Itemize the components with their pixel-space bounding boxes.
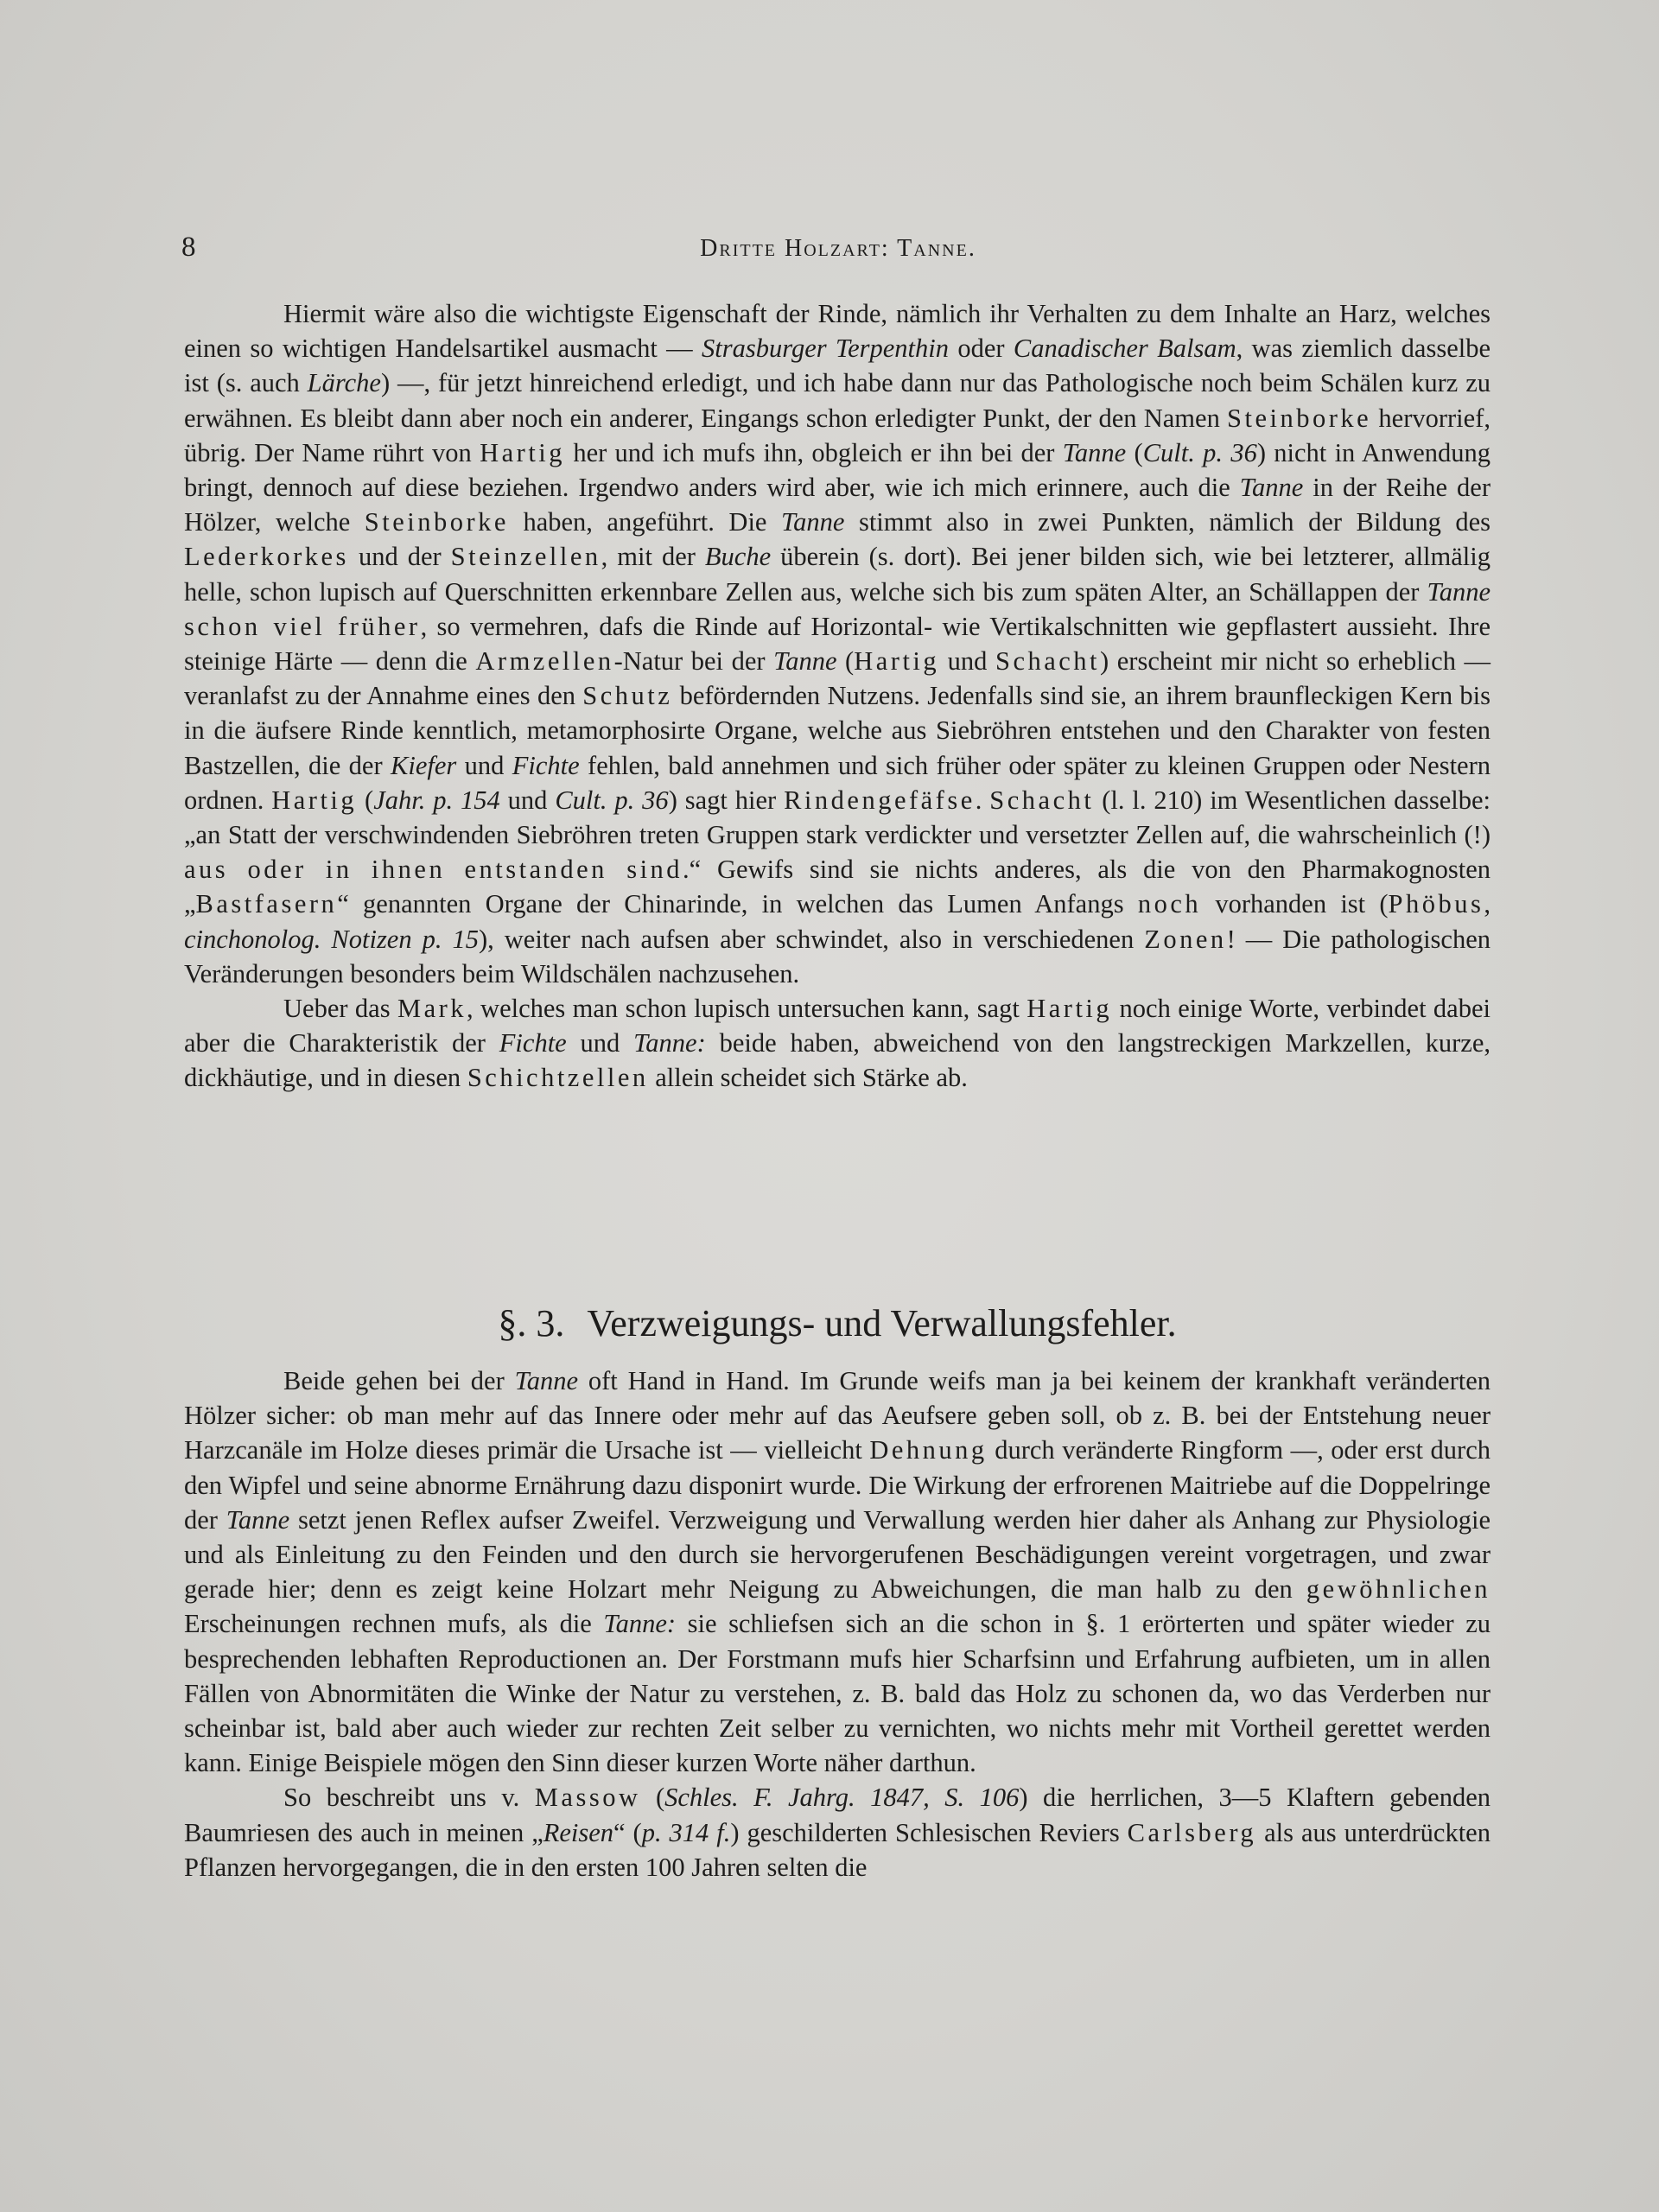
text-run: , so vermehren, dafs die Rinde auf Horizontal- wie Vertikalschnitten wie gepflastert aussieht. Ihre steinige Härte — denn die xyxy=(184,611,1491,677)
text-run: hervorrief, übrig. Der Name rührt von xyxy=(184,403,1491,467)
spaced-run: Steinzellen xyxy=(450,542,601,572)
text-run: -Natur bei der xyxy=(613,646,774,677)
italic-run: Jahr. p. 154 xyxy=(373,785,500,815)
text-run: und xyxy=(566,1028,634,1058)
text-run: vorhanden ist ( xyxy=(1201,889,1389,919)
spaced-run: Lederkorkes xyxy=(184,542,349,572)
italic-run: p. 314 f. xyxy=(641,1817,731,1847)
spaced-run: Rindengefäfse xyxy=(784,785,976,815)
section-number: §. 3. xyxy=(498,1302,565,1344)
text-run: in der Reihe der Hölzer, welche xyxy=(184,473,1491,537)
text-run: fehlen, bald annehmen und sich früher oder später zu kleinen Gruppen oder Nestern ordnen. xyxy=(184,750,1491,815)
italic-run: Tanne xyxy=(780,507,845,537)
spaced-run: Steinborke xyxy=(364,507,509,537)
italic-run: Fichte xyxy=(499,1028,567,1058)
text-run: oft Hand in Hand. Im Grunde weifs man ja bei keinem der krankhaft veränderten Hölzer sicher: ob man mehr auf das Innere oder mehr auf das Aeufsere geben soll, ob z. B. bei der Entstehung neuer Harzcanäle im Holze dieses primär die Ursache ist — vielleicht xyxy=(184,1366,1491,1465)
paragraph xyxy=(184,991,1491,1096)
text-run: ) geschilderten Schlesischen Reviers xyxy=(730,1817,1128,1847)
spaced-run: Hartig xyxy=(854,646,940,677)
text-run: haben, angeführt. Die xyxy=(508,507,781,537)
text-run: und xyxy=(499,785,556,815)
text-run: , xyxy=(1484,889,1491,919)
text-run: ( xyxy=(836,646,855,677)
text-run: her und ich mufs ihn, obgleich er ihn bei der xyxy=(565,437,1063,467)
italic-run: Tanne xyxy=(773,646,837,677)
text-run: “ ( xyxy=(613,1817,642,1847)
italic-run: Canadischer Balsam xyxy=(1013,334,1236,364)
italic-run: Reisen xyxy=(543,1817,614,1847)
italic-run: Tanne: xyxy=(633,1028,706,1058)
spaced-run: Dehnung xyxy=(869,1435,988,1465)
section-title: Verzweigungs- und Verwallungsfehler. xyxy=(587,1302,1177,1344)
text-run: Ueber das xyxy=(283,994,397,1024)
italic-run: Tanne xyxy=(1239,473,1304,503)
text-run: befördernden Nutzens. Jedenfalls sind sie, an ihrem braunfleckigen Kern bis in die äufsere Rinde kenntlich, metamorphosirte Organe, welche aus Siebröhren entstehen und den Charakter von festen Bastzellen, die der xyxy=(184,681,1491,780)
italic-run: Tanne xyxy=(226,1504,290,1535)
spaced-run: Mark xyxy=(397,994,467,1024)
spaced-run: Steinborke xyxy=(1227,403,1372,433)
text-run: durch veränderte Ringform —, oder erst durch den Wipfel und seine abnorme Ernährung dazu disponirt wurde. Die Wirkung der erfrorenen Maitriebe auf die Doppelringe der xyxy=(184,1435,1491,1535)
text-run: beide haben, abweichend von den langstreckigen Markzellen, kurze, dickhäutige, und in diesen xyxy=(184,1028,1491,1093)
spaced-run: noch xyxy=(1137,889,1202,919)
page-number: 8 xyxy=(181,232,196,263)
italic-run: Tanne xyxy=(1062,437,1127,467)
spaced-run: Carlsberg xyxy=(1127,1817,1257,1847)
text-run: Beide gehen bei der xyxy=(283,1366,515,1395)
text-run: überein (s. dort). Bei jener bilden sich, wie bei letzterer, allmälig helle, schon lupisch auf Querschnitten erkennbare Zellen aus, welche sich bis zum späten Alter, an Schällappen der xyxy=(184,542,1491,607)
italic-run: cinchonolog. Notizen p. 15 xyxy=(184,924,479,954)
italic-run: Lärche xyxy=(307,368,381,398)
text-run: ) sagt hier xyxy=(668,785,785,815)
text-run: und xyxy=(456,750,512,780)
italic-run: Tanne: xyxy=(603,1609,677,1639)
text-run: allein scheidet sich Stärke ab. xyxy=(648,1063,968,1093)
text-run: noch einige Worte, verbindet dabei aber die Charakteristik der xyxy=(184,994,1491,1058)
text-run: .“ Gewifs sind sie nichts anderes, als die von den Pharmakognosten „ xyxy=(184,855,1491,919)
italic-run: Cult. p. 36 xyxy=(1142,437,1257,467)
spaced-run: Schacht xyxy=(995,646,1101,677)
spaced-run: Bastfasern xyxy=(195,889,338,919)
spaced-run: Hartig xyxy=(480,437,566,467)
text-block-section-3 xyxy=(184,1363,1491,1885)
text-run: ( xyxy=(357,785,374,815)
text-run: Erscheinungen rechnen mufs, als die xyxy=(184,1609,604,1639)
text-run: ), weiter nach aufsen aber schwindet, also in verschiedenen xyxy=(478,924,1145,954)
paragraph xyxy=(184,1363,1491,1780)
text-run: stimmt also in zwei Punkten, nämlich der Bildung des xyxy=(844,507,1491,537)
text-run: oder xyxy=(949,334,1014,364)
text-run: (l. l. 210) im Wesentlichen dasselbe: „an Statt der verschwindenden Siebröhren treten Gruppen stark verdickter und versetzter Zellen auf, die wahrscheinlich (!) xyxy=(184,785,1491,850)
italic-run: Fichte xyxy=(512,750,580,780)
text-run: und xyxy=(939,646,995,677)
text-run: sie schliefsen sich an die schon in §. 1 erörterten und später wieder zu besprechenden lebhaften Reproductionen an. Der Forstmann mufs hier Scharfsinn und Erfahrung aufbieten, um in allen Fällen von Abnormitäten die Winke der Natur zu verstehen, z. B. bald das Holz zu schonen da, wo das Verderben nur scheinbar ist, bald aber auch wieder zur rechten Zeit selber zu vernichten, wo nichts mehr mit Vortheil gerettet werden kann. Einige Beispiele mögen den Sinn dieser kurzen Worte näher darthun. xyxy=(184,1609,1491,1778)
text-run: , mit der xyxy=(601,542,705,572)
spaced-run: Schacht xyxy=(989,785,1095,815)
text-run: . xyxy=(975,785,990,815)
text-run: als aus unterdrückten Pflanzen hervorgegangen, die in den ersten 100 Jahren selten die xyxy=(184,1817,1491,1882)
paragraph xyxy=(184,296,1491,991)
page-header xyxy=(181,232,1495,270)
italic-run: Strasburger Terpenthin xyxy=(702,334,949,364)
text-run: setzt jenen Reflex aufser Zweifel. Verzweigung und Verwallung werden hier daher als Anhang zur Physiologie und als Einleitung zu den Feinden und den durch sie hervorgerufenen Beschädigungen vereint vorgetragen, und zwar gerade hier; denn es zeigt keine Holzart mehr Neigung zu Abweichungen, die man halb zu den xyxy=(184,1504,1491,1605)
text-run: ) die herrlichen, 3—5 Klaftern gebenden Baumriesen des auch in meinen „ xyxy=(184,1783,1491,1847)
running-head: Dritte Holzart: Tanne. xyxy=(700,235,976,262)
text-run: So beschreibt uns v. xyxy=(283,1783,535,1813)
spaced-run: Schutz xyxy=(582,681,673,711)
spaced-run: schon viel früher xyxy=(184,611,421,641)
text-run: ) —, für jetzt hinreichend erledigt, und ich habe dann nur das Pathologische noch beim Schälen kurz zu erwähnen. Es bleibt dann aber noch ein anderer, Eingangs schon erledigter Punkt, der den Namen xyxy=(184,368,1491,433)
text-run: ) erscheint mir nicht so erheblich — veranlafst zu der Annahme eines den xyxy=(184,646,1491,711)
paragraph xyxy=(184,1780,1491,1885)
italic-run: Schles. F. Jahrg. 1847, S. 106 xyxy=(664,1783,1020,1813)
text-run: , welches man schon lupisch untersuchen kann, sagt xyxy=(467,994,1027,1024)
italic-run: Cult. p. 36 xyxy=(555,785,669,815)
text-run: ) nicht in Anwendung bringt, dennoch auf diese beziehen. Irgendwo anders wird aber, wie ich mich erinnere, auch die xyxy=(184,437,1491,503)
italic-run: Tanne xyxy=(514,1366,579,1395)
italic-run: Tanne xyxy=(1427,576,1491,607)
text-run: , was ziemlich dasselbe ist (s. auch xyxy=(184,334,1491,398)
text-run: ( xyxy=(1126,437,1143,467)
spaced-run: Hartig xyxy=(271,785,358,815)
text-run: Hiermit wäre also die wichtigste Eigenschaft der Rinde, nämlich ihr Verhalten zu dem Inhalte an Harz, welches einen so wichtigen Handelsartikel ausmacht — xyxy=(184,299,1491,364)
spaced-run: gewöhnlichen xyxy=(1306,1574,1491,1605)
spaced-run: Massow xyxy=(534,1783,641,1813)
text-run: “ genannten Organe der Chinarinde, in welchen das Lumen Anfangs xyxy=(337,889,1138,919)
spaced-run: Schichtzellen xyxy=(467,1063,649,1093)
italic-run: Buche xyxy=(704,542,772,572)
section-heading xyxy=(184,1301,1491,1346)
spaced-run: Armzellen xyxy=(475,646,614,677)
italic-run: Kiefer xyxy=(391,750,457,780)
spaced-run: Hartig xyxy=(1027,994,1113,1024)
text-run: und der xyxy=(348,542,451,572)
text-run: ! — Die pathologischen Veränderungen besonders beim Wildschälen nachzusehen. xyxy=(184,924,1491,988)
spaced-run: Zonen xyxy=(1144,924,1227,954)
text-block-bark xyxy=(184,296,1491,1096)
spaced-run: Phöbus xyxy=(1388,889,1484,919)
text-run: ( xyxy=(640,1783,665,1813)
spaced-run: aus oder in ihnen entstanden sind xyxy=(184,855,683,885)
